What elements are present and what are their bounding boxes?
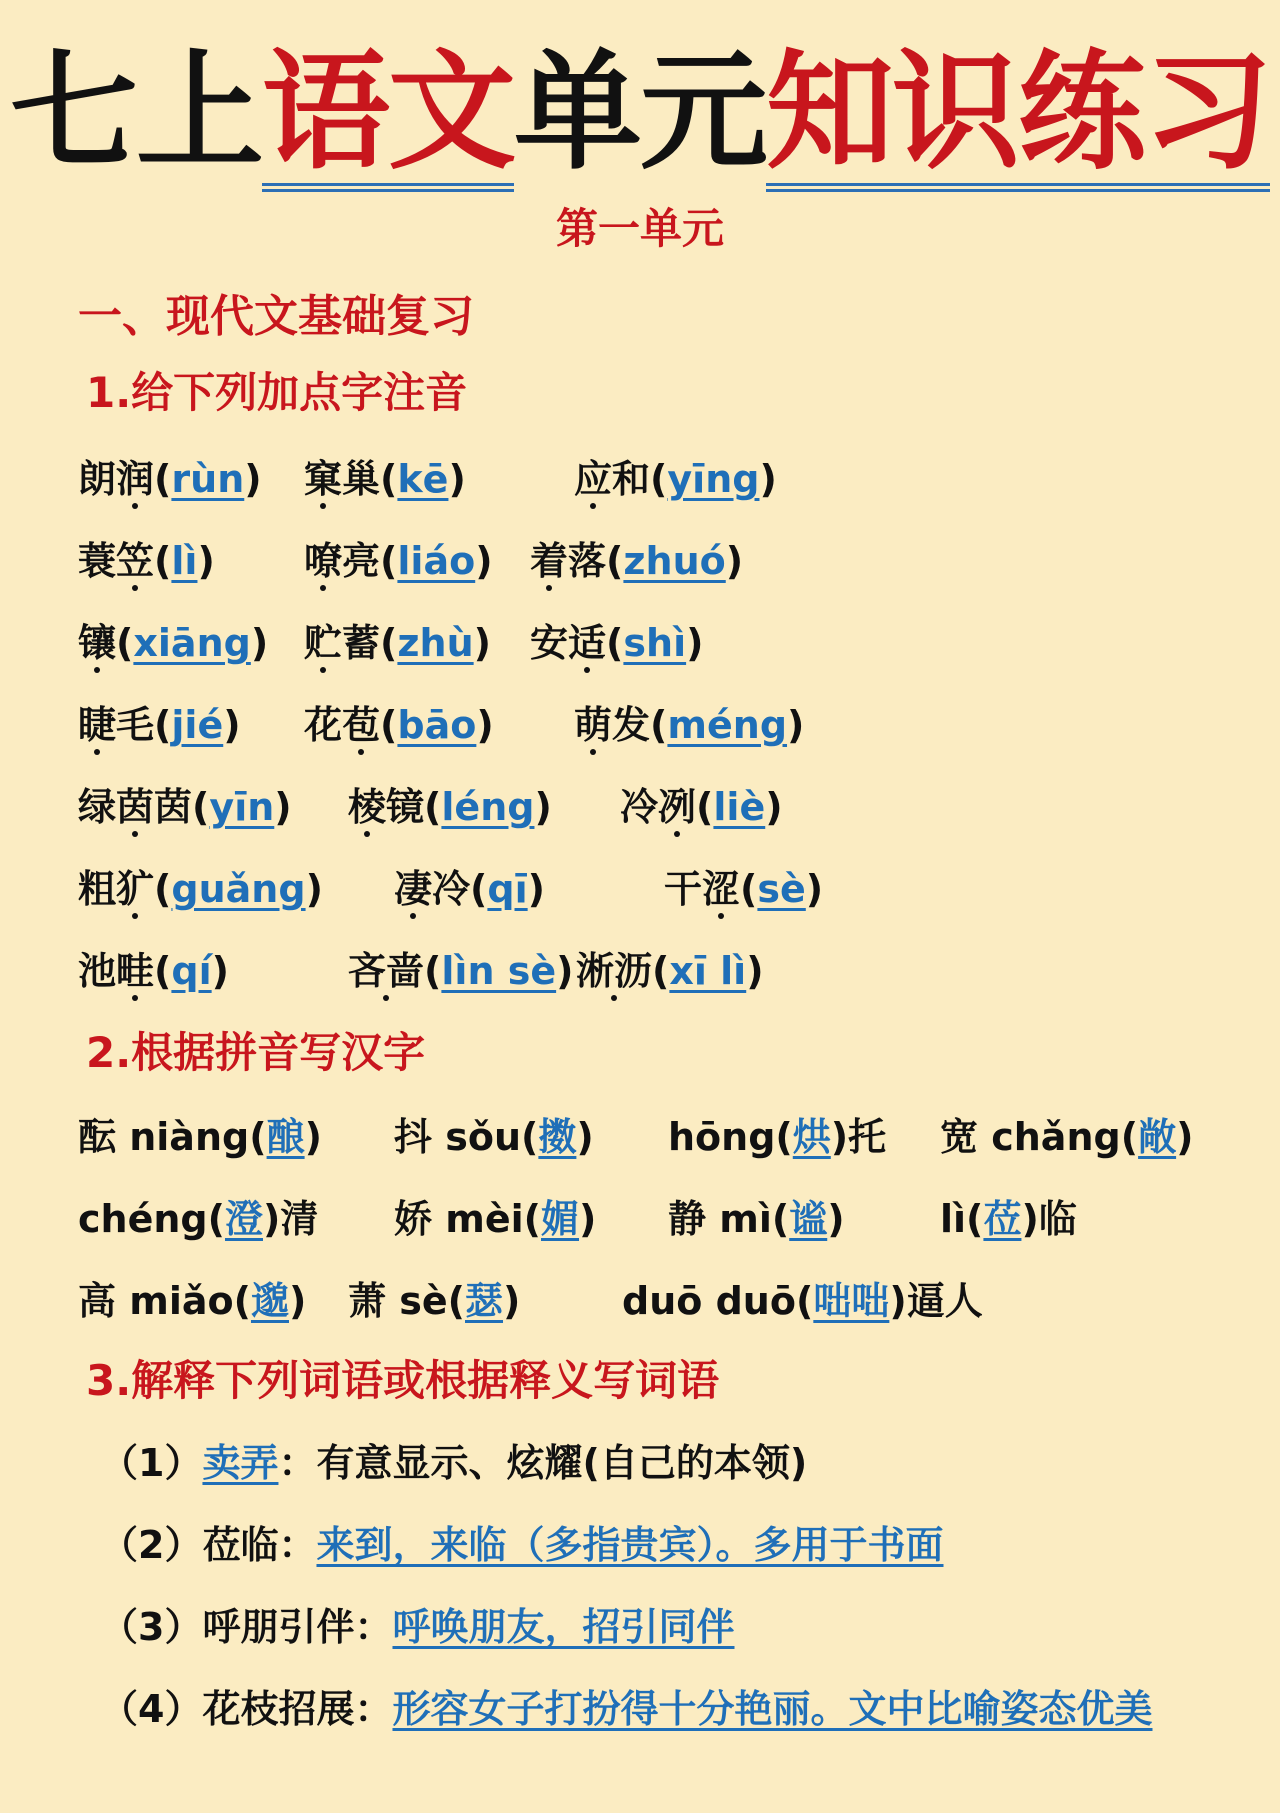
open-paren: ( — [380, 703, 398, 747]
pinyin-answer: shì — [623, 621, 687, 665]
word-char: 冷 — [620, 785, 659, 829]
pinyin-answer: yīn — [209, 785, 275, 829]
definition-item — [100, 1514, 944, 1569]
prompt-text: 抖 sǒu( — [394, 1115, 539, 1159]
suffix-text: ) — [304, 1115, 322, 1159]
definition-item — [100, 1678, 1153, 1733]
prompt-text: 萧 sè( — [348, 1279, 465, 1323]
dotted-char: 冽 — [658, 776, 696, 831]
pinyin-answer: jié — [171, 703, 224, 747]
hanzi-answer: 擞 — [538, 1115, 577, 1159]
word-char: 蓑 — [78, 539, 117, 583]
open-paren: ( — [424, 785, 442, 829]
hanzi-answer: 瑟 — [465, 1279, 504, 1323]
prompt-text: 宽 chǎng( — [940, 1115, 1139, 1159]
dotted-char: 淅沥 — [576, 940, 652, 995]
close-paren: ) — [527, 867, 546, 911]
open-paren: ( — [116, 621, 134, 665]
pinyin-item — [576, 940, 764, 995]
dotted-char: 睫 — [78, 694, 116, 749]
hanzi-answer: 澄 — [224, 1197, 263, 1241]
suffix-text: )清 — [263, 1197, 319, 1241]
prompt-text: hōng( — [668, 1115, 793, 1159]
word-char: 发 — [612, 703, 651, 747]
prompt-text: 娇 mèi( — [394, 1197, 541, 1241]
close-paren: ) — [223, 703, 241, 747]
term: 卖弄 — [202, 1441, 279, 1485]
close-paren: ) — [476, 703, 494, 747]
hanzi-item — [668, 1188, 845, 1243]
pinyin-answer: rùn — [171, 457, 245, 501]
open-paren: ( — [380, 621, 398, 665]
dotted-char: 苞 — [342, 694, 380, 749]
pinyin-item — [530, 530, 743, 585]
colon: ： — [278, 1441, 317, 1485]
close-paren: ) — [244, 457, 262, 501]
pinyin-item — [348, 776, 552, 831]
dotted-char: 润 — [116, 448, 154, 503]
pinyin-item — [574, 448, 777, 503]
hanzi-item — [622, 1270, 983, 1325]
hanzi-item — [668, 1106, 886, 1161]
pinyin-item — [304, 448, 466, 503]
pinyin-answer: zhù — [397, 621, 474, 665]
pinyin-answer: bāo — [397, 703, 477, 747]
dotted-char: 棱 — [348, 776, 386, 831]
pinyin-answer: kē — [397, 457, 449, 501]
hanzi-answer: 敞 — [1138, 1115, 1177, 1159]
hanzi-answer: 谧 — [789, 1197, 828, 1241]
pinyin-item — [78, 448, 262, 503]
pinyin-answer: qī — [487, 867, 528, 911]
definition: 来到，来临（多指贵宾）。多用于书面 — [316, 1523, 944, 1567]
pinyin-item — [78, 858, 323, 913]
open-paren: ( — [696, 785, 714, 829]
open-paren: ( — [606, 539, 624, 583]
pinyin-answer: léng — [441, 785, 535, 829]
open-paren: ( — [424, 949, 442, 993]
hanzi-item — [78, 1270, 306, 1325]
definition: 形容女子打扮得十分艳丽。文中比喻姿态优美 — [392, 1687, 1153, 1731]
close-paren: ) — [448, 457, 466, 501]
close-paren: ) — [805, 867, 824, 911]
hanzi-item — [394, 1188, 596, 1243]
word-char: 毛 — [116, 703, 155, 747]
dotted-char: 笠 — [116, 530, 154, 585]
pinyin-answer: xiāng — [133, 621, 251, 665]
pinyin-item — [348, 940, 574, 995]
suffix-text: )逼人 — [889, 1279, 983, 1323]
close-paren: ) — [250, 621, 269, 665]
hanzi-answer: 咄咄 — [813, 1279, 890, 1323]
title-part-1: 七上 — [9, 38, 262, 187]
prompt-text: lì( — [940, 1197, 984, 1241]
hanzi-answer: 烘 — [792, 1115, 831, 1159]
open-paren: ( — [740, 867, 758, 911]
pinyin-answer: qí — [171, 949, 212, 993]
definition-item — [100, 1432, 807, 1487]
pinyin-answer: xī lì — [669, 949, 747, 993]
open-paren: ( — [650, 457, 668, 501]
pinyin-answer: yīng — [667, 457, 760, 501]
pinyin-item — [304, 530, 493, 585]
pinyin-answer: lì — [171, 539, 198, 583]
word-char: 绿 — [78, 785, 117, 829]
close-paren: ) — [725, 539, 744, 583]
dotted-char: 犷 — [116, 858, 154, 913]
word-char: 朗 — [78, 457, 117, 501]
main-title — [0, 38, 1280, 192]
pinyin-answer: sè — [757, 867, 806, 911]
pinyin-item — [620, 776, 783, 831]
close-paren: ) — [534, 785, 552, 829]
suffix-text: )临 — [1021, 1197, 1077, 1241]
pinyin-item — [78, 940, 229, 995]
pinyin-item — [78, 776, 292, 831]
question-1-heading: 1.给下列加点字注音 — [86, 368, 468, 417]
suffix-text: )托 — [830, 1115, 887, 1159]
word-char: 镜 — [386, 785, 425, 829]
colon: ： — [354, 1605, 393, 1649]
colon: ： — [278, 1523, 317, 1567]
dotted-char: 镶 — [78, 612, 116, 667]
pinyin-answer: lìn sè — [441, 949, 557, 993]
prompt-text: chéng( — [78, 1197, 225, 1241]
pinyin-answer: liáo — [397, 539, 476, 583]
word-char: 巢 — [342, 457, 381, 501]
prompt-text: 酝 niàng( — [78, 1115, 267, 1159]
close-paren: ) — [746, 949, 764, 993]
open-paren: ( — [606, 621, 624, 665]
dotted-char: 茵 — [116, 776, 154, 831]
pinyin-answer: liè — [713, 785, 766, 829]
word-char: 蓄 — [342, 621, 381, 665]
dotted-char: 涩 — [702, 858, 740, 913]
dotted-char: 畦 — [116, 940, 154, 995]
open-paren: ( — [380, 457, 398, 501]
pinyin-item — [574, 694, 804, 749]
hanzi-item — [940, 1106, 1193, 1161]
word-char: 池 — [78, 949, 117, 993]
hanzi-answer: 邈 — [250, 1279, 289, 1323]
suffix-text: ) — [288, 1279, 307, 1323]
term: 呼朋引伴 — [202, 1605, 355, 1649]
suffix-text: ) — [503, 1279, 521, 1323]
pinyin-item — [304, 612, 491, 667]
open-paren: ( — [154, 457, 172, 501]
close-paren: ) — [197, 539, 215, 583]
pinyin-item — [78, 694, 241, 749]
dotted-char: 贮 — [304, 612, 342, 667]
close-paren: ) — [475, 539, 493, 583]
open-paren: ( — [192, 785, 210, 829]
hanzi-item — [348, 1270, 520, 1325]
definition-item — [100, 1596, 735, 1651]
hanzi-item — [940, 1188, 1077, 1243]
close-paren: ) — [305, 867, 323, 911]
suffix-text: ) — [1176, 1115, 1194, 1159]
item-number: （4） — [100, 1687, 203, 1731]
pinyin-item — [78, 530, 215, 585]
pinyin-answer: zhuó — [623, 539, 726, 583]
close-paren: ) — [473, 621, 492, 665]
word-char: 茵 — [154, 785, 193, 829]
open-paren: ( — [154, 949, 172, 993]
close-paren: ) — [765, 785, 783, 829]
definition: 呼唤朋友，招引同伴 — [392, 1605, 735, 1649]
dotted-char: 吝啬 — [348, 940, 424, 995]
pinyin-answer: guǎng — [171, 867, 306, 911]
word-char: 干 — [664, 867, 703, 911]
word-char: 粗 — [78, 867, 117, 911]
hanzi-answer: 媚 — [541, 1197, 580, 1241]
hanzi-item — [394, 1106, 594, 1161]
definition: 有意显示、炫耀(自己的本领) — [316, 1441, 808, 1485]
pinyin-item — [530, 612, 703, 667]
word-char: 花 — [304, 703, 343, 747]
pinyin-item — [664, 858, 823, 913]
hanzi-answer: 酿 — [266, 1115, 305, 1159]
section-heading: 一、现代文基础复习 — [78, 291, 474, 342]
colon: ： — [354, 1687, 393, 1731]
open-paren: ( — [380, 539, 398, 583]
dotted-char: 应 — [574, 448, 612, 503]
close-paren: ) — [556, 949, 574, 993]
hanzi-item — [78, 1188, 318, 1243]
suffix-text: ) — [579, 1197, 597, 1241]
hanzi-item — [78, 1106, 322, 1161]
pinyin-answer: méng — [667, 703, 788, 747]
title-part-4: 知识练习 — [766, 43, 1270, 192]
pinyin-item — [304, 694, 494, 749]
question-2-heading: 2.根据拼音写汉字 — [86, 1028, 426, 1077]
hanzi-answer: 莅 — [983, 1197, 1022, 1241]
close-paren: ) — [787, 703, 805, 747]
term: 莅临 — [202, 1523, 279, 1567]
word-char: 亮 — [342, 539, 381, 583]
item-number: （3） — [100, 1605, 203, 1649]
dotted-char: 窠 — [304, 448, 342, 503]
prompt-text: duō duō( — [622, 1279, 814, 1323]
item-number: （2） — [100, 1523, 203, 1567]
close-paren: ) — [759, 457, 777, 501]
open-paren: ( — [470, 867, 488, 911]
word-char: 安 — [530, 621, 569, 665]
dotted-char: 凄 — [394, 858, 432, 913]
close-paren: ) — [211, 949, 230, 993]
open-paren: ( — [154, 867, 172, 911]
title-part-3: 单元 — [514, 38, 767, 187]
open-paren: ( — [154, 539, 172, 583]
word-char: 和 — [612, 457, 651, 501]
suffix-text: ) — [576, 1115, 594, 1159]
dotted-char: 着 — [530, 530, 568, 585]
word-char: 冷 — [432, 867, 471, 911]
title-part-2: 语文 — [262, 43, 514, 192]
unit-heading: 第一单元 — [555, 204, 724, 253]
close-paren: ) — [274, 785, 292, 829]
pinyin-item — [78, 612, 268, 667]
suffix-text: ) — [827, 1197, 845, 1241]
pinyin-item — [394, 858, 545, 913]
dotted-char: 嘹 — [304, 530, 342, 585]
dotted-char: 萌 — [574, 694, 612, 749]
open-paren: ( — [154, 703, 172, 747]
open-paren: ( — [650, 703, 668, 747]
term: 花枝招展 — [202, 1687, 355, 1731]
item-number: （1） — [100, 1441, 203, 1485]
prompt-text: 静 mì( — [668, 1197, 790, 1241]
open-paren: ( — [652, 949, 670, 993]
dotted-char: 适 — [568, 612, 606, 667]
question-3-heading: 3.解释下列词语或根据释义写词语 — [86, 1356, 720, 1405]
word-char: 落 — [568, 539, 607, 583]
prompt-text: 高 miǎo( — [78, 1279, 251, 1323]
close-paren: ) — [686, 621, 704, 665]
